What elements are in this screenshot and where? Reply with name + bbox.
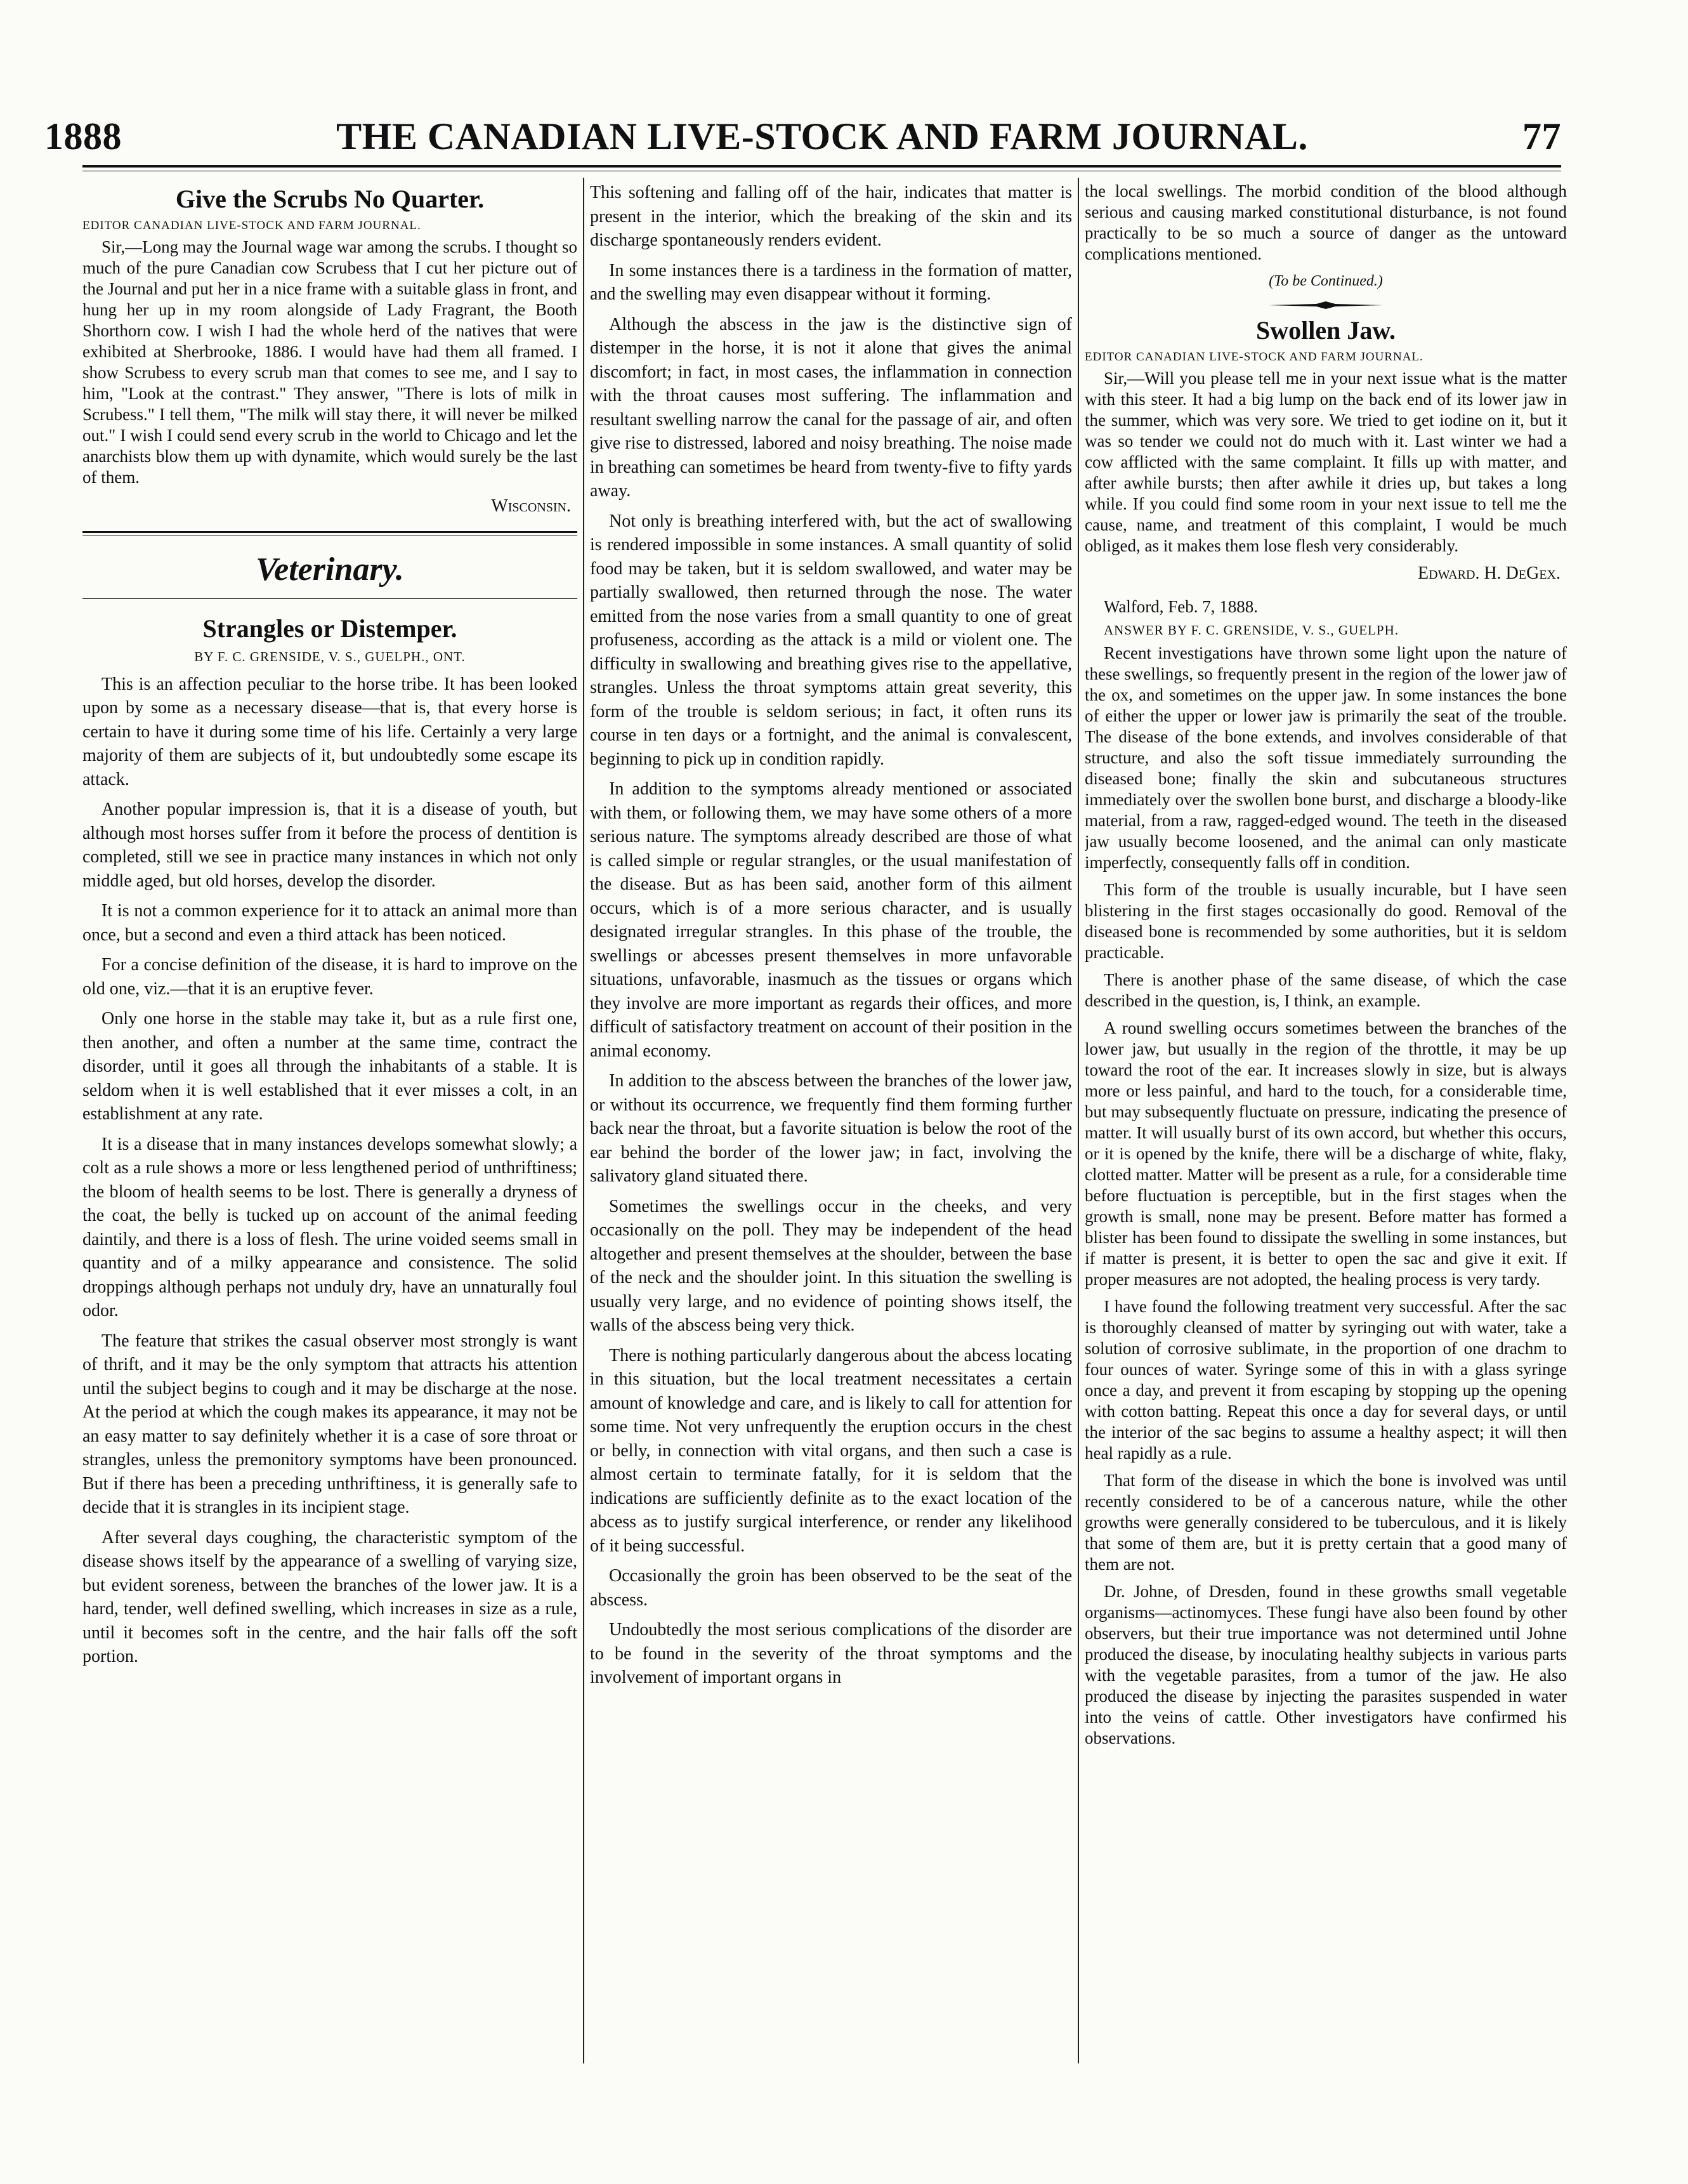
column-3 xyxy=(1085,181,1567,2063)
letter-body: Sir,—Will you please tell me in your next issue what is the matter with this steer. It had a big lump on the back end of its lower jaw in the summer, which was very sore. We tried to get iodine on it, but it was so tender we could not do much with it. Last winter we had a cow afflicted with the same complaint. It fills up with matter, and after awhile bursts; then after awhile it dries up, but takes a long while. If you could find some room in your next issue to tell me the cause, name, and treatment of this complaint, I would be much obliged, as it makes them lose flesh very considerably. xyxy=(1085,369,1567,555)
paragraph: Only one horse in the stable may take it, but as a rule first one, then another, and often a number at the same time, contract the disorder, until it goes all through the inhabitants of a stable. It is seldom when it is well established that it ever misses a colt, in an establishment at any rate. xyxy=(82,1009,577,1124)
paragraph: This is an affection peculiar to the horse tribe. It has been looked upon by some as a necessary disease—that is, that every horse is certain to have it during some time of his life. Certainly a very large majority of them are subjects of it, but undoubtedly some escape its attack. xyxy=(82,674,577,789)
paragraph: Sometimes the swellings occur in the cheeks, and very occasionally on the poll. They may be independent of the head altogether and present themselves at the shoulder, between the base of the neck and the shoulder joint. In this situation the swelling is usually very large, and no evidence of pointing shows itself, the walls of the abscess being very thick. xyxy=(590,1196,1072,1335)
page-year: 1888 xyxy=(44,115,122,157)
section-rule xyxy=(82,531,577,533)
paragraph: Recent investigations have thrown some light upon the nature of these swellings, so frequently present in the region of the lower jaw of the ox, and sometimes on the upper jaw. In some instances the bone of either the upper or lower jaw is primarily the seat of the trouble. The disease of the bone extends, and involves considerable of that structure, and also the soft tissue immediately surrounding the diseased bone; finally the skin and subcutaneous structures immediately over the swollen bone burst, and discharge a bloody-like material, from a raw, ragged-edged wound. The teeth in the diseased jaw usually become loosened, and the animal can only masticate imperfectly, consequently falls off in condition. xyxy=(1085,643,1567,872)
header-rule-thick xyxy=(82,165,1561,168)
paragraph: In addition to the abscess between the branches of the lower jaw, or without its occurrence, we frequently find them forming further back near the throat, but a favorite situation is below the root of the ear behind the border of the lower jaw; in fact, involving the salivatory gland situated there. xyxy=(590,1071,1072,1186)
paragraph: Undoubtedly the most serious complications of the disorder are to be found in the severity of the throat symptoms and the involvement of important organs in xyxy=(590,1620,1072,1687)
paragraph: That form of the disease in which the bone is involved was until recently considered to be of a cancerous nature, while the other growths were generally considered to be tuberculous, and it is likely that some of them are, but it is pretty certain that a good many of them are not. xyxy=(1085,1471,1567,1574)
paragraph: I have found the following treatment very successful. After the sac is thoroughly cleansed of matter by syringing out with water, take a solution of corrosive sublimate, in the proportion of one drachm to four ounces of water. Syringe some of this in with a glass syringe once a day, and prevent it from escaping by stopping up the opening with cotton batting. Repeat this once a day for several days, or until the interior of the sac begins to assume a healthy aspect; it will then heal rapidly as a rule. xyxy=(1085,1297,1567,1463)
article-heading: Swollen Jaw. xyxy=(1255,316,1396,345)
paragraph: This softening and falling off of the hair, indicates that matter is present in the interior, which the breaking of the skin and its discharge spontaneously renders evident. xyxy=(590,183,1072,250)
article-scrubs xyxy=(82,185,577,518)
paragraph: For a concise definition of the disease, it is hard to improve on the old one, viz.—that it is an eruptive fever. xyxy=(82,955,577,999)
column-divider xyxy=(1078,178,1079,2063)
paragraph: Not only is breathing interfered with, but the act of swallowing is rendered impossible in some instances. A small quantity of solid food may be taken, but it is seldom swallowed, and water may be partially swallowed, then returned through the nose. The water emitted from the nose varies from a small quantity to one of great profuseness, according as the attack is a mild or violent one. The difficulty in swallowing and breathing gives rise to the appellative, strangles. Unless the throat symptoms attain great severity, this form of the trouble is seldom serious; in fact, it often runs its course in ten days or a fortnight, and the animal is convalescent, beginning to pick up in condition rapidly. xyxy=(590,511,1072,769)
paragraph: A round swelling occurs sometimes between the branches of the lower jaw, but usually in the region of the throttle, it may be up toward the root of the ear. It increases slowly in size, but is always more or less painful, and hard to the touch, for a considerable time, but may subsequently fluctuate on pressure, indicating the presence of matter. It will usually burst of its own accord, but whether this occurs, or it is opened by the knife, there will be a discharge of white, flaky, clotted matter. Matter will be present as a rule, for a considerable time before fluctuation is perceptible, but in the first stages when the growth is small, none may be present. Before matter has formed a blister has been found to dissipate the swelling in some instances, but if matter is present, it is better to open the sac and give it exit. If proper measures are not adopted, the healing process is very tardy. xyxy=(1085,1018,1567,1289)
column-2 xyxy=(590,181,1072,2063)
paragraph: In some instances there is a tardiness in the formation of matter, and the swelling may even disappear without it forming. xyxy=(590,260,1072,304)
page-header xyxy=(44,108,1561,159)
paragraph: This form of the trouble is usually incurable, but I have seen blistering in the first stages occasionally do good. Removal of the diseased bone is recommended by some authorities, but it is seldom practicable. xyxy=(1085,880,1567,962)
article-byline: BY F. C. GRENSIDE, V. S., GUELPH., ONT. xyxy=(194,648,466,664)
letter-body: Sir,—Long may the Journal wage war among the scrubs. I thought so much of the pure Canadian cow Scrubess that I cut her picture out of the Journal and put her in a nice frame with a suitable glass in front, and hung her up in my room alongside of Lady Fragrant, the Booth Shorthorn cow. I wish I had the whole herd of the natives that were exhibited at Sherbrooke, 1886. I would have had them all framed. I show Scrubess to every scrub man that comes to see me, and I say to him, "Look at the contrast." They answer, "There is lots of milk in Scrubess." I tell them, "The milk will stay there, it will never be milked out." I wish I could send every scrub in the world to Chicago and let the anarchists blow them up with dynamite, which would surely be the last of them. xyxy=(82,237,577,487)
paragraph: Occasionally the groin has been observed to be the seat of the abscess. xyxy=(590,1566,1072,1610)
letter-signature: Wisconsin. xyxy=(491,496,571,516)
article-swollen-jaw xyxy=(1085,316,1567,1749)
paragraph: The feature that strikes the casual observer most strongly is want of thrift, and it may be the only symptom that attracts his attention until the subject begins to cough and it may be discharge at the nose. At the period at which the cough makes its appearance, it may not be an easy matter to say definitely whether it is a case of sore throat or strangles, unless the premonitory symptoms have been pronounced. But if there has been a preceding unthriftiness, it is generally safe to decide that it is strangles in its incipient stage. xyxy=(82,1331,577,1517)
paragraph: It is a disease that in many instances develops somewhat slowly; a colt as a rule shows a more or less lengthened period of unthriftiness; the bloom of health seems to be lost. There is generally a dryness of the coat, the belly is tucked up on account of the animal feeding daintily, and there is a loss of flesh. The urine voided seems small in quantity and of a milky appearance and consistence. The solid droppings although perhaps not unduly dry, have an unnaturally foul odor. xyxy=(82,1134,577,1320)
paragraph: It is not a common experience for it to attack an animal more than once, but a second and even a third attack has been noticed. xyxy=(82,901,577,945)
editor-address: EDITOR CANADIAN LIVE-STOCK AND FARM JOURNAL. xyxy=(82,219,421,232)
column-1 xyxy=(82,181,577,2063)
column-divider xyxy=(583,178,584,2063)
paragraph: Another popular impression is, that it is a disease of youth, but although most horses suffer from it before the process of dentition is completed, still we see in practice many instances in which not only middle aged, but old horses, develop the disorder. xyxy=(82,799,577,891)
paragraph: After several days coughing, the characteristic symptom of the disease shows itself by the appearance of a swelling of varying size, but evident soreness, between the branches of the lower jaw. It is a hard, tender, well defined swelling, which increases in size as a rule, until it becomes soft in the centre, and the hair falls off the soft portion. xyxy=(82,1527,577,1666)
place-date: Walford, Feb. 7, 1888. xyxy=(1104,597,1259,616)
journal-title: THE CANADIAN LIVE-STOCK AND FARM JOURNAL. xyxy=(336,115,1308,157)
section-rule xyxy=(82,598,577,599)
editor-address: EDITOR CANADIAN LIVE-STOCK AND FARM JOURNAL. xyxy=(1085,350,1423,364)
paragraph: There is nothing particularly dangerous about the abcess locating in this situation, but the local treatment necessitates a certain amount of knowledge and care, and is likely to call for attention for some time. Not very unfrequently the eruption occurs in the chest or belly, in connection with vital organs, and then such a case is almost certain to terminate fatally, for it is seldom that the indications are sufficiently definite as to the exact location of the abcess as to justify surgical interference, or render any likelihood of it being successful. xyxy=(590,1345,1072,1556)
section-title: Veterinary. xyxy=(256,551,404,588)
article-heading: Strangles or Distemper. xyxy=(202,614,457,643)
letter-signature: Edward. H. DeGex. xyxy=(1418,563,1560,583)
paragraph: the local swellings. The morbid condition of the blood although serious and causing marked constitutional disturbance, is not found practically to be so much a source of danger as the untoward complications mentioned. xyxy=(1085,181,1567,263)
paragraph: There is another phase of the same disease, of which the case described in the question, is, I think, an example. xyxy=(1085,970,1567,1010)
article-heading: Give the Scrubs No Quarter. xyxy=(175,185,485,213)
paragraph: Dr. Johne, of Dresden, found in these growths small vegetable organisms—actinomyces. These fungi have also been found by other observers, but their true importance was not determined until Johne produced the disease, by inoculating healthy subjects in various parts with the vegetable parasites, from a tumor of the jaw. He also produced the disease by injecting the parasites suspended in water into the veins of cattle. Other investigators have confirmed his observations. xyxy=(1085,1582,1567,1747)
ornamental-dash xyxy=(1085,301,1567,310)
article-strangles xyxy=(82,614,577,1669)
continued-note: (To be Continued.) xyxy=(1269,273,1383,289)
answer-byline: ANSWER BY F. C. GRENSIDE, V. S., GUELPH. xyxy=(1104,622,1399,638)
page-number: 77 xyxy=(1522,115,1561,157)
paragraph: In addition to the symptoms already mentioned or associated with them, or following them, we may have some others of a more serious nature. The symptoms already described are those of what is called simple or regular strangles, or the usual manifestation of the disease. But as has been said, another form of this ailment occurs, which is of a more serious character, and is usually designated irregular strangles. In this phase of the trouble, the swellings or abcesses present themselves in more unfavorable situations, unfavorable, inasmuch as the tissues or organs which they involve are more important as regards their offices, and more difficult of satisfactory treatment on account of their position in the animal economy. xyxy=(590,779,1072,1061)
paragraph: Although the abscess in the jaw is the distinctive sign of distemper in the horse, it is not it alone that gives the animal discomfort; in fact, in most cases, the inflammation in connection with the throat causes most suffering. The inflammation and resultant swelling narrow the canal for the passage of air, and often give rise to distressed, labored and noisy breathing. The noise made in breathing can sometimes be heard from twenty-five to fifty yards away. xyxy=(590,314,1072,501)
